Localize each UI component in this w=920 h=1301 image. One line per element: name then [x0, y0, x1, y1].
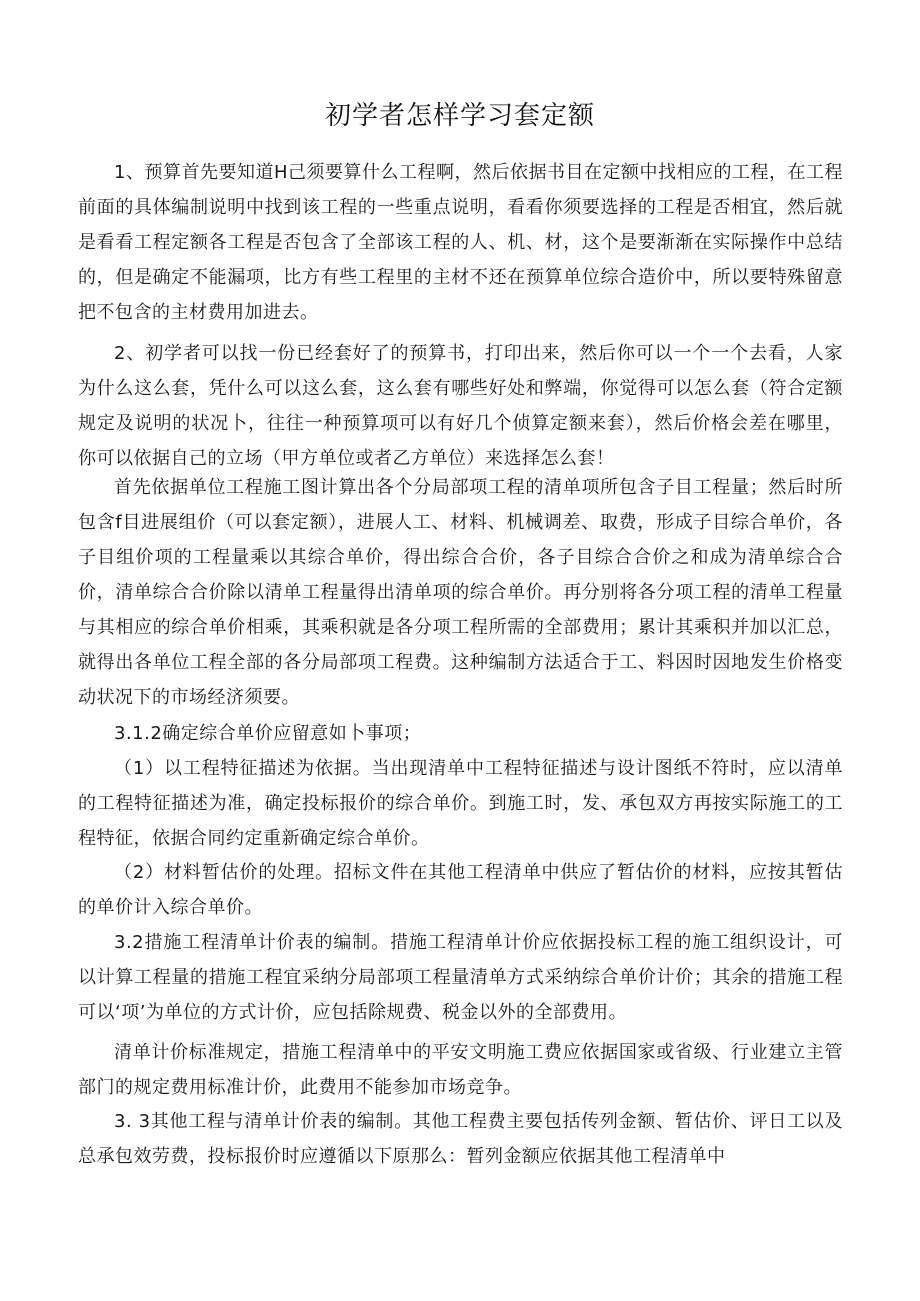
paragraph-7: 3.2措施工程清单计价表的编制。措施工程清单计价应依据投标工程的施工组织设计，可以计算工程量的措施工程宜采纳分局部项工程量清单方式采纳综合单价计价；其余的措施工程可以‘项’为单位的方式计价，应包括除规费、税金以外的全部费用。 [78, 932, 843, 1023]
paragraph-2: 2、初学者可以找一份已经套好了的预算书，打印出来，然后你可以一个一个去看，人家为什么这么套，凭什么可以这么套，这么套有哪些好处和弊端，你觉得可以怎么套（符合定额规定及说明的状况卜，往往一种预算项可以有好几个侦算定额来套），然后价格会差在哪里，你可以依据自己的立场（甲方单位或者乙方单位）来选择怎么套！ [78, 343, 843, 469]
paragraph-9: 3. 3其他工程与清单计价表的编制。其他工程费主要包括传列金额、暂估价、评日工以及总承包效劳费，投标报价时应遵循以下原那么：暂列金额应依据其他工程清单中 [78, 1111, 843, 1167]
page-title: 初学者怎样学习套定额 [324, 101, 595, 131]
paragraph-1: 1、预算首先要知道H己须要算什么工程啊，然后依据书目在定额中找相应的工程，在工程前面的具体编制说明中找到该工程的一些重点说明，看看你须要选择的工程是否相宜，然后就是看看工程定额各工程是否包含了全部该工程的人、机、材，这个是要渐渐在实际操作中总结的，但是确定不能漏项，比方有些工程里的主材不还在预算单位综合造价中，所以要特殊留意把不包含的主材费用加进去。 [78, 162, 843, 323]
paragraph-3: 首先依据单位工程施工图计算出各个分局部项工程的清单项所包含子目工程量；然后时所包含f目进展组价（可以套定额），进展人工、材料、机械调差、取费，形成子目综合单价，各子目组价项的工程量乘以其综合单价，得出综合合价，各子目综合合价之和成为清单综合合价，清单综合合价除以清单工程量得出清单项的综合单价。再分别将各分项工程的清单工程量与其相应的综合单价相乘，其乘积就是各分项工程所需的全部费用；累计其乘积并加以汇总，就得出各单位工程全部的各分局部项工程费。这种编制方法适合于工、料因时因地发生价格变动状况下的市场经济须要。 [78, 477, 843, 708]
paragraph-6: （2）材料暂估价的处理。招标文件在其他工程清单中供应了暂估价的材料，应按其暂估的单价计入综合单价。 [78, 862, 843, 918]
paragraph-4: 3.1.2确定综合单价应留意如卜事项； [114, 723, 422, 744]
paragraph-8: 清单计价标准规定，措施工程清单中的平安文明施工费应依据国家或省级、行业建立主管部门的规定费用标准计价，此费用不能参加市场竞争。 [78, 1042, 843, 1098]
paragraph-5: （1）以工程特征描述为依据。当出现清单中工程特征描述与设计图纸不符时，应以清单的工程特征描述为准，确定投标报价的综合单价。到施工时，发、承包双方再按实际施工的工程特征，依据合同约定重新确定综合单价。 [78, 758, 843, 849]
